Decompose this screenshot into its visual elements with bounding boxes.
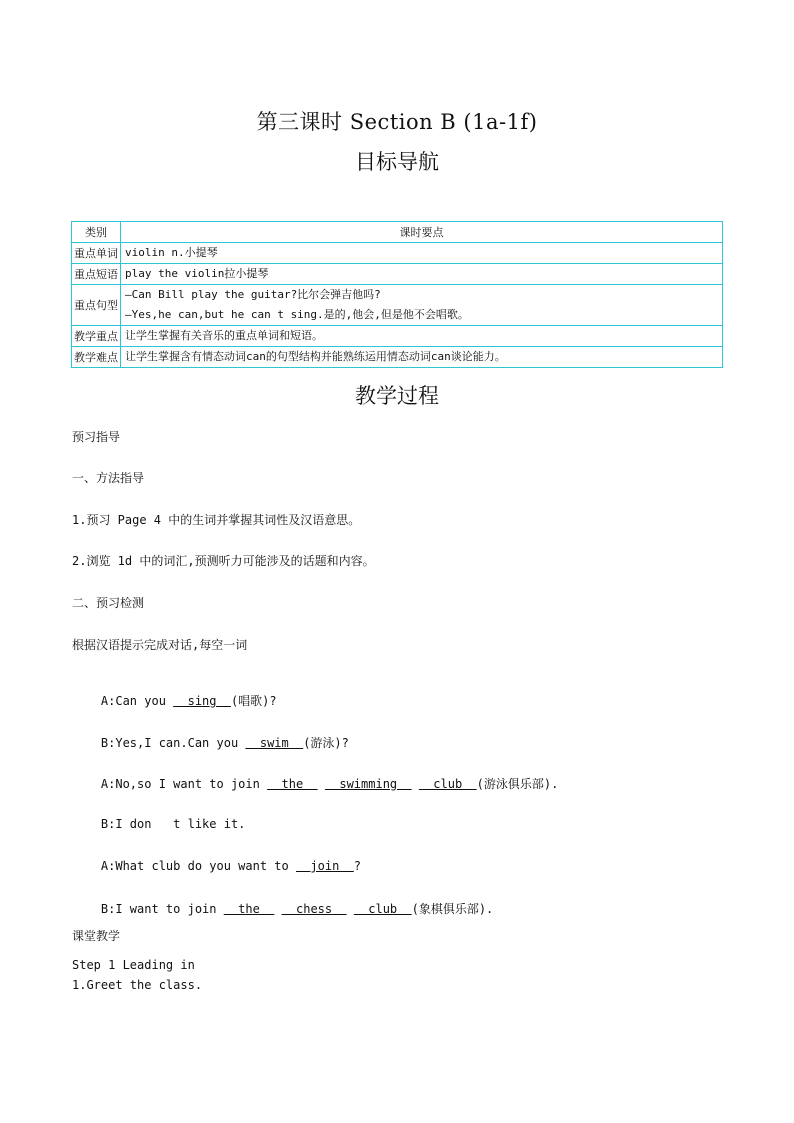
- dialogue-text: A:Can you: [100, 694, 174, 708]
- preview-heading: 预习指导: [72, 430, 121, 444]
- dialogue-hint: (游泳俱乐部).: [476, 777, 559, 791]
- step-heading: Step 1 Leading in: [72, 958, 195, 972]
- dialogue-hint: (象棋俱乐部).: [411, 902, 494, 916]
- check-heading: 二、预习检测: [72, 596, 145, 610]
- dialogue-hint: (游泳)?: [303, 736, 349, 750]
- point-line: 让学生掌握含有情态动词can的句型结构并能熟练运用情态动词can谈论能力。: [125, 350, 506, 363]
- instruction-text: 根据汉语提示完成对话,每空一词: [72, 638, 248, 652]
- dialogue-line: [72, 678, 277, 723]
- table-row: [72, 264, 723, 285]
- dialogue-text: B:I want to join: [100, 902, 224, 916]
- answer-blank: the: [223, 902, 275, 916]
- row-category: 重点句型: [72, 285, 121, 326]
- dialogue-line: [72, 886, 493, 931]
- point-line: 让学生掌握有关音乐的重点单词和短语。: [125, 329, 323, 342]
- dialogue-hint: ?: [353, 859, 362, 873]
- table-row: [72, 243, 723, 264]
- answer-blank: the: [267, 777, 318, 791]
- row-points: [121, 347, 723, 368]
- dialogue-line: [72, 803, 245, 845]
- dialogue-text: A:What club do you want to: [100, 859, 296, 873]
- dialogue-line: [72, 761, 558, 806]
- row-points: [121, 243, 723, 264]
- point-line: —Yes,he can,but he can t sing.是的,他会,但是他不会唱歌。: [125, 308, 469, 321]
- point-line: play the violin拉小提琴: [125, 267, 269, 280]
- row-category: 教学重点: [72, 326, 121, 347]
- answer-blank: sing: [173, 694, 231, 708]
- row-category: 教学难点: [72, 347, 121, 368]
- step-item: 1.Greet the class.: [72, 978, 203, 992]
- lesson-title: 第三课时 Section B (1a-1f): [256, 110, 538, 134]
- answer-blank: club: [418, 777, 477, 791]
- method-item-2: 2.浏览 1d 中的词汇,预测听力可能涉及的话题和内容。: [72, 554, 375, 568]
- answer-blank: swimming: [324, 777, 412, 791]
- goals-table: [71, 221, 723, 368]
- goals-heading: 目标导航: [355, 150, 439, 174]
- row-points: [121, 285, 723, 326]
- method-item-1: 1.预习 Page 4 中的生词并掌握其词性及汉语意思。: [72, 513, 361, 527]
- dialogue-text: A:No,so I want to join: [100, 777, 268, 791]
- table-row: [72, 347, 723, 368]
- dialogue-text: B:Yes,I can.Can you: [100, 736, 246, 750]
- table-row: [72, 285, 723, 326]
- method-heading: 一、方法指导: [72, 471, 145, 485]
- row-points: [121, 326, 723, 347]
- dialogue-line: [72, 720, 349, 765]
- answer-blank: club: [353, 902, 412, 916]
- header-category: 类别: [72, 222, 121, 243]
- dialogue-text: B:I don t like it.: [100, 817, 246, 831]
- row-category: 重点短语: [72, 264, 121, 285]
- process-heading: 教学过程: [355, 384, 439, 408]
- dialogue-line: [72, 845, 361, 887]
- answer-blank: chess: [281, 902, 347, 916]
- row-points: [121, 264, 723, 285]
- header-points: 课时要点: [121, 222, 723, 243]
- point-line: violin n.小提琴: [125, 246, 218, 259]
- table-row: [72, 326, 723, 347]
- class-heading: 课堂教学: [72, 929, 121, 943]
- point-line: —Can Bill play the guitar?比尔会弹吉他吗?: [125, 288, 381, 301]
- answer-blank: swim: [245, 736, 304, 750]
- row-category: 重点单词: [72, 243, 121, 264]
- dialogue-hint: (唱歌)?: [230, 694, 277, 708]
- table-header-row: [72, 222, 723, 243]
- answer-blank: join: [295, 859, 354, 873]
